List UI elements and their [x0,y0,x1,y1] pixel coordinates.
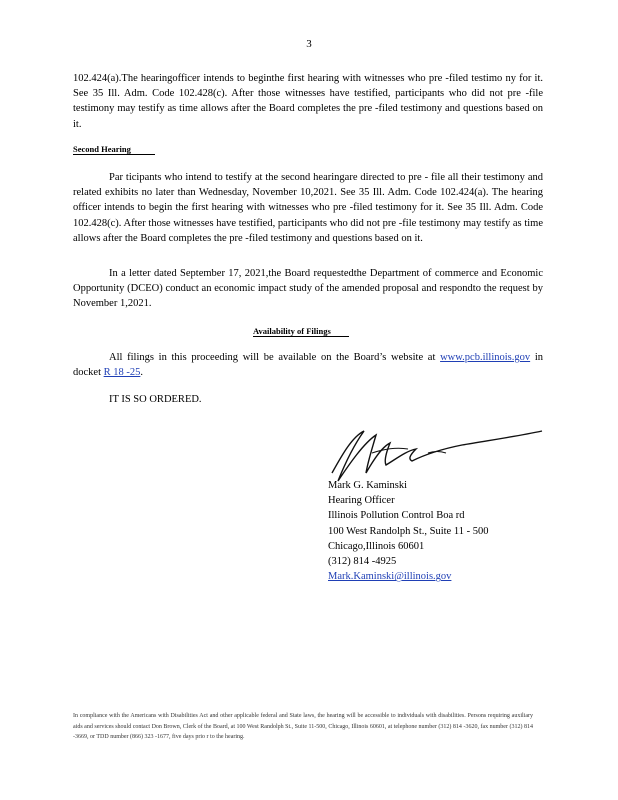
docket-number-link[interactable]: R 18 -25 [103,367,141,379]
signer-city: Chicago,Illinois 60601 [328,540,425,552]
signer-title: Hearing Officer [328,495,395,507]
second-hearing-heading-text: Second Hearing [73,144,155,155]
availability-heading-text: Availability of Filings [253,326,349,337]
paragraph-second-hearing: Par ticipants who intend to testify at the second hearingare directed to pre - file all their testimony and related exhibits no later than Wednesday, November 10,2021. See 35 Ill. Adm. Code 102.424(a). The hearing officer intends to begin the first hearing with witnesses who pre -filed testimony for it. See 35 Ill. Adm. Code 102.428(c). After those witnesses have testified, participants who did not pre -file testimony may testify as time allows after the Board completes the pre -filed testimony and questions based on it. [73,172,543,244]
signer-address: 100 West Randolph St., Suite 11 - 500 [328,525,489,537]
board-website-link[interactable]: www.pcb.illinois.gov [440,352,531,363]
so-ordered-line: IT IS SO ORDERED. [109,394,202,405]
page-number: 3 [306,38,312,50]
paragraph-dceo-letter: In a letter dated September 17, 2021,the Board requestedthe Department of commerce and Economic Opportunity (DCEO) conduct an economic impact study of the amended proposal and respondto the request by November 1,2021. [73,268,543,310]
availability-mid-text: in docket [73,352,543,379]
paragraph-first-hearing-continued: 102.424(a).The hearingofficer intends to beginthe first hearing with witnesses who pre -filed testimo ny for it. See 35 Ill. Adm. Code 102.428(c). After those witnesses have testified, participants who did not pre -file testimony may testify as time allows after the Board completes the pre -filed testimony and questions based on it. [73,73,543,130]
signer-organization: Illinois Pollution Control Boa rd [328,510,465,522]
availability-end-text: . [140,367,143,379]
signer-email-link[interactable]: Mark.Kaminski@illinois.gov [328,571,452,583]
accessibility-footnote: In compliance with the Americans with Disabilities Act and other applicable federal and State laws, the hearing will be accessible to individuals with disabilities. Persons requiring auxiliary aids and services should contact Don Brown, Clerk of the Board, at 100 West Randolph St., Suite 11-500, Chicago, Illinois 60601, at telephone number (312) 814 -3620, fax number (312) 814 -3669, or TDD number (866) 323 -1677, five days prio r to the hearing. [73,713,533,740]
signer-phone: (312) 814 -4925 [328,556,397,568]
signature-block [328,478,488,584]
signer-name: Mark G. Kaminski [328,480,408,491]
availability-lead-text: All filings in this proceeding will be available on the Board’s website at [109,352,436,363]
second-hearing-heading [73,144,155,155]
handwritten-signature [324,425,544,485]
availability-heading [253,326,349,337]
paragraph-availability [73,350,543,380]
